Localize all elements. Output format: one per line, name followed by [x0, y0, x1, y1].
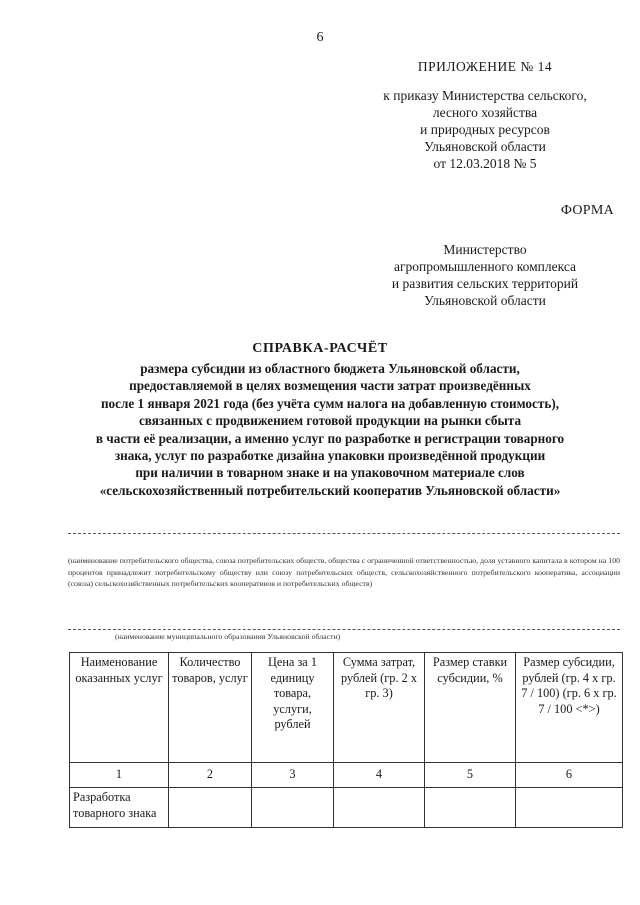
table-cell — [252, 788, 334, 828]
table-header-cell: Цена за 1 единицу товара, услуги, рублей — [252, 653, 334, 763]
description-line: связанных с продвижением готовой продукции на рынки сбыта — [138, 413, 522, 429]
table-header-cell: Размер субсидии, рублей (гр. 4 х гр. 7 / 100) (гр. 6 х гр. 7 / 100 <*>) — [516, 653, 623, 763]
description-line: знака, услуг по разработке дизайна упаковки произведённой продукции — [114, 448, 546, 464]
column-number-cell: 4 — [334, 763, 425, 788]
table-cell — [169, 788, 252, 828]
document-title: СПРАВКА-РАСЧЁТ — [252, 341, 388, 356]
table-column-number-row — [70, 763, 623, 788]
ministry-line: агропромышленного комплекса — [394, 259, 576, 274]
table-row — [70, 788, 623, 828]
description-line: при наличии в товарном знаке и на упаковочном материале слов — [135, 465, 525, 481]
description-line: предоставляемой в целях возмещения части затрат произведённых — [129, 378, 531, 394]
form-label: ФОРМА — [560, 203, 614, 218]
description-line: после 1 января 2021 года (без учёта сумм налога на добавленную стоимость), — [100, 395, 560, 411]
description-line: размера субсидии из областного бюджета Ульяновской области, — [140, 361, 520, 376]
column-number-cell: 3 — [252, 763, 334, 788]
annex-block — [380, 58, 590, 172]
annex-line: и природных ресурсов — [420, 122, 550, 137]
table-header-cell: Сумма затрат, рублей (гр. 2 х гр. 3) — [334, 653, 425, 763]
description-line: в части её реализации, а именно услуг по разработке и регистрации товарного — [95, 430, 565, 446]
ministry-line: Министерство — [443, 242, 527, 257]
service-name-cell: Разработка товарного знака — [70, 788, 169, 828]
ministry-line: Ульяновской области — [424, 293, 546, 308]
table-header-cell: Размер ставки субсидии, % — [425, 653, 516, 763]
table-header-cell: Количество товаров, услуг — [169, 653, 252, 763]
annex-title: ПРИЛОЖЕНИЕ № 14 — [417, 59, 553, 74]
table-cell — [334, 788, 425, 828]
annex-line: Ульяновской области — [424, 139, 546, 154]
column-number-cell: 6 — [516, 763, 623, 788]
municipality-caption: (наименование муниципального образования Ульяновской области) — [115, 632, 341, 641]
column-number-cell: 2 — [169, 763, 252, 788]
ministry-block — [380, 241, 590, 309]
column-number-cell: 1 — [70, 763, 169, 788]
table-header-row — [70, 653, 623, 763]
description-line: «сельскохозяйственный потребительский кооператив Ульяновской области» — [99, 482, 561, 498]
municipality-name-line — [68, 629, 620, 630]
page-number: 6 — [316, 30, 324, 45]
table-header-cell: Наименование оказанных услуг — [70, 653, 169, 763]
table-cell — [516, 788, 623, 828]
table-cell — [425, 788, 516, 828]
organization-name-line — [68, 533, 620, 534]
calculation-table — [69, 652, 623, 828]
annex-line: лесного хозяйства — [432, 105, 538, 120]
organization-caption: (наименование потребительского общества, союза потребительских обществ, общества с ограниченной ответственностью, доля уставного капитала в котором на 100 процентов принадлежит потребительскому обществу или союзу потребительских обществ, сельскохозяйственного потребительского кооператива, ассоциации (союза) сельскохозяйственных потребительских кооперативов и потребительских обществ) — [68, 556, 620, 588]
ministry-line: и развития сельских территорий — [391, 276, 579, 291]
annex-line: к приказу Министерства сельского, — [383, 88, 587, 103]
annex-line: от 12.03.2018 № 5 — [433, 156, 537, 171]
document-description — [40, 360, 620, 499]
column-number-cell: 5 — [425, 763, 516, 788]
